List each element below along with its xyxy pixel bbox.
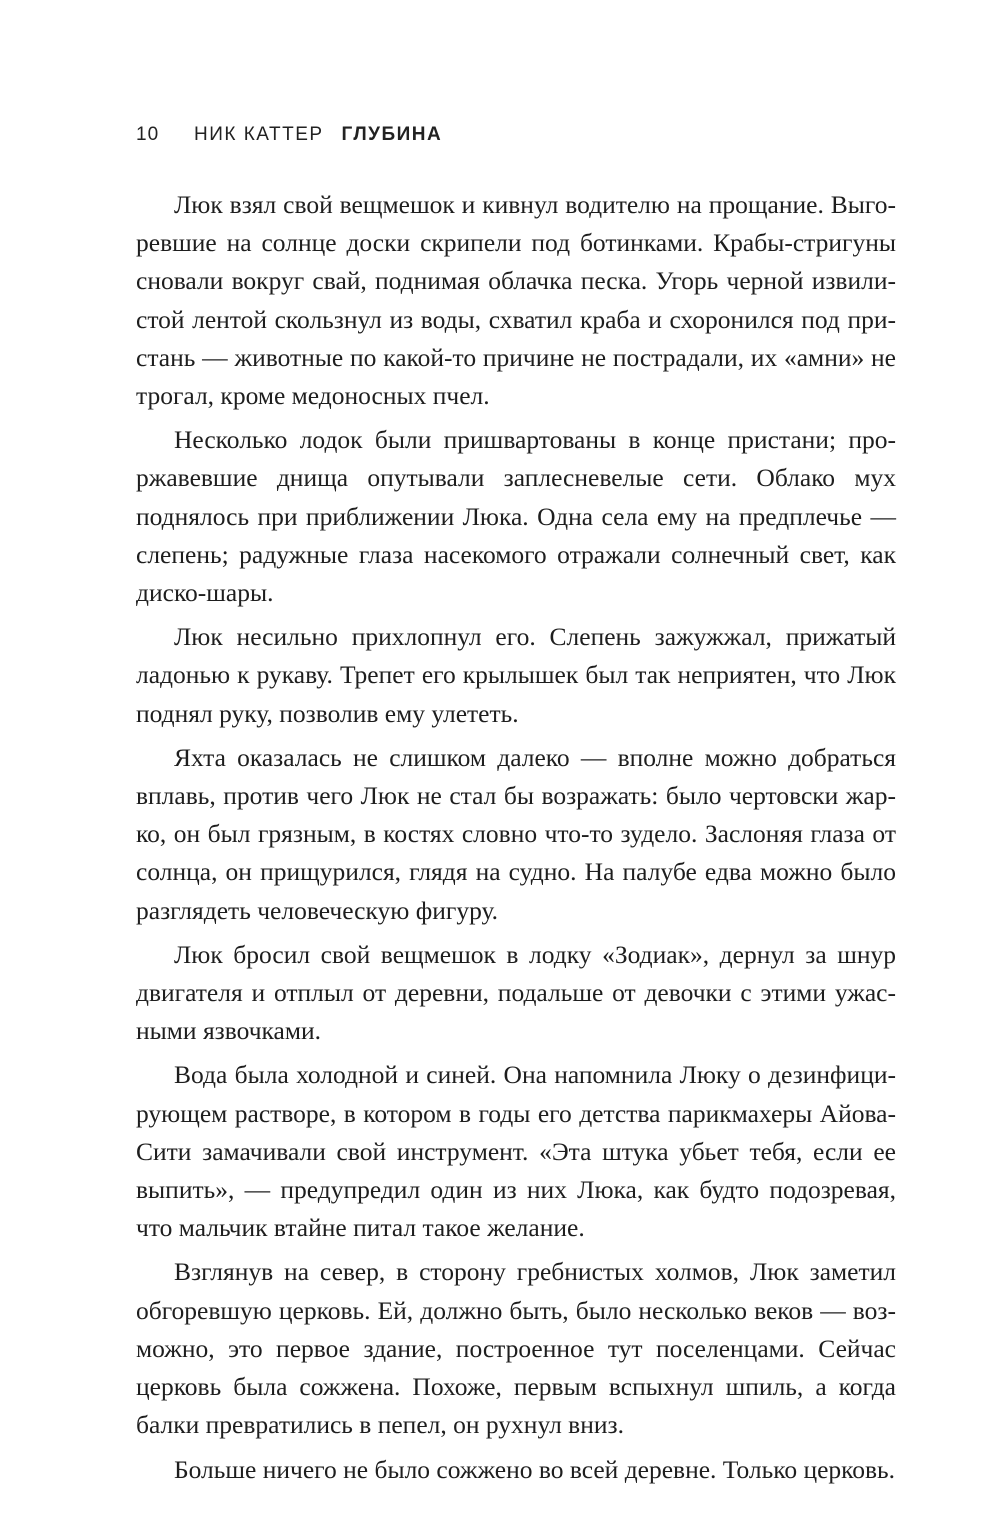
page-number: 10 [136,124,160,145]
paragraph: Несколько лодок были пришвартованы в конце пристани; проржавевшие днища опутывали заплесневелые сети. Облако мух поднялось при приближении Люка. Одна села ему на предплечье — слепень; радужные глаза насекомого отражали солнечный свет, как диско-шары. [136,425,896,608]
paragraph: Больше ничего не было сожжено во всей деревне. Только церковь. [174,1454,896,1484]
paragraph: Люк несильно прихлопнул его. Слепень зажужжал, прижатый ладонью к рукаву. Трепет его крылышек был так неприятен, что Люк поднял руку, позволив ему улететь. [136,622,896,728]
author-name: НИК КАТТЕР [194,124,324,145]
paragraph: Люк бросил свой вещмешок в лодку «Зодиак», дернул за шнур двигателя и отплыл от деревни, подальше от девочки с этими ужасными язвочками. [136,939,896,1046]
paragraph: Вода была холодной и синей. Она напомнила Люку о дезинфицирующем растворе, в котором в годы его детства парикмахеры Айова-Сити замачивали свой инструмент. «Эта штука убьет тебя, если ее выпить», — предупредил один из них Люка, как будто подозревая, что мальчик втайне питал такое желание. [136,1060,896,1243]
paragraph: Яхта оказалась не слишком далеко — вполне можно добраться вплавь, против чего Люк не стал бы возражать: было чертовски жарко, он был грязным, в костях словно что-то зудело. Заслоняя глаза от солнца, он прищурился, глядя на судно. На палубе едва можно было разглядеть человеческую фигуру. [136,742,896,925]
body-text [136,186,896,1495]
book-title: ГЛУБИНА [341,124,443,145]
paragraph: Взглянув на север, в сторону гребнистых холмов, Люк заметил обгоревшую церковь. Ей, должно быть, было несколько веков — возможно, это первое здание, построенное тут поселенцами. Сейчас церковь была сожжена. Похоже, первым вспыхнул шпиль, а когда балки превратились в пепел, он рухнул вниз. [136,1257,896,1440]
paragraph: Люк взял свой вещмешок и кивнул водителю на прощание. Выгоревшие на солнце доски скрипели под ботинками. Крабы-стригуны сновали вокруг свай, поднимая облачка песка. Угорь черной извилистой лентой скользнул из воды, схватил краба и схоронился под пристань — животные по какой-то причине не пострадали, их «амни» не трогал, кроме медоносных пчел. [136,190,896,411]
running-head [136,124,896,152]
